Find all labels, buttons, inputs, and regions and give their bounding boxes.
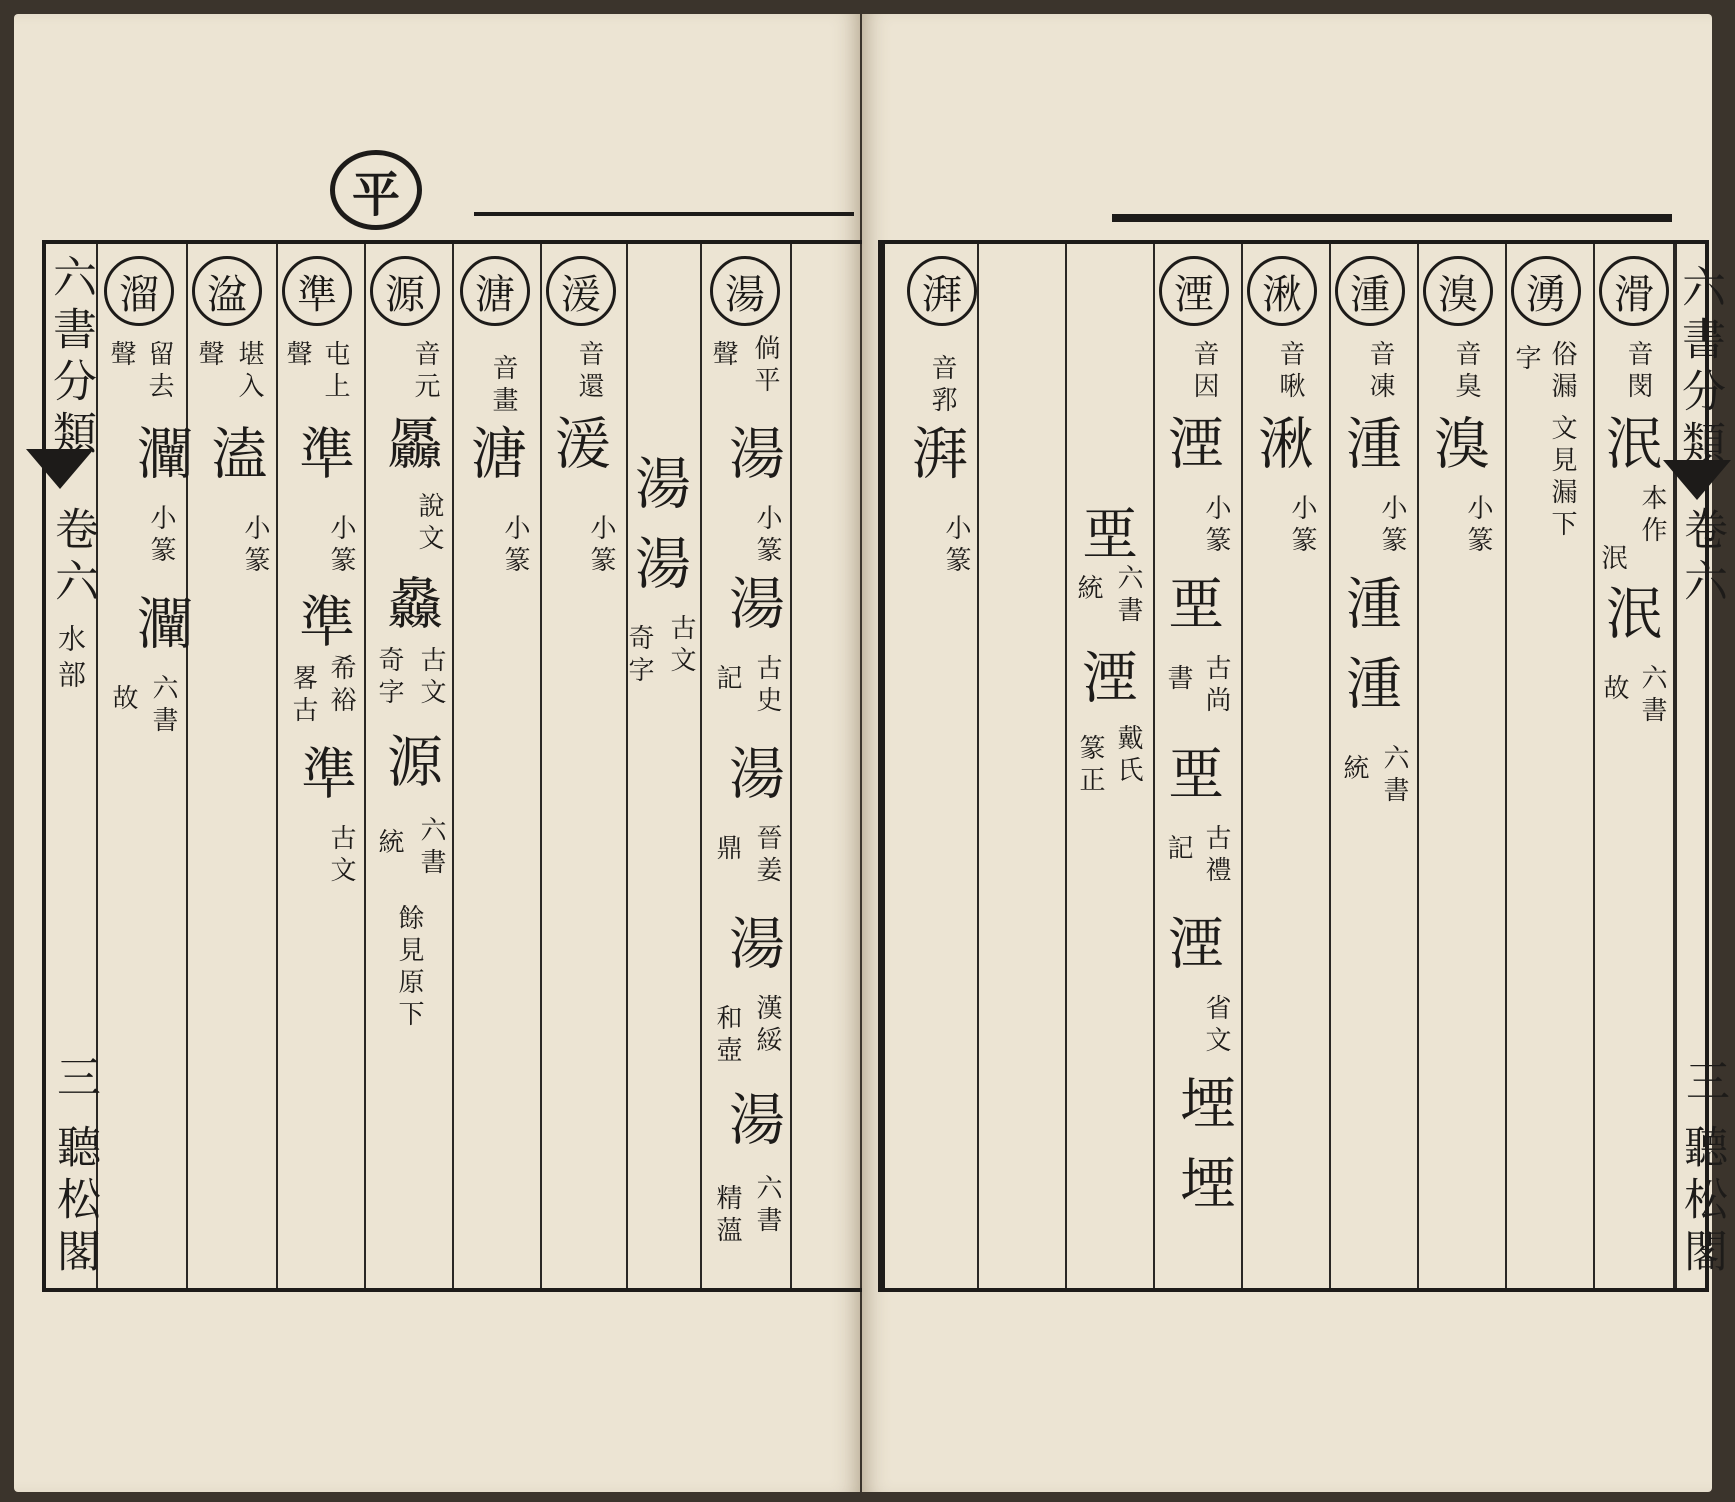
entry-note: 統	[1073, 574, 1103, 606]
entry-note: 小篆	[1201, 494, 1231, 558]
entry-head-circle	[1511, 256, 1581, 326]
seal-glyph: 厵	[378, 414, 443, 470]
entry-head: 湲	[561, 271, 601, 318]
entry-head: 溴	[1438, 271, 1478, 318]
entry-head: 湯	[725, 271, 765, 318]
column-rule	[1593, 244, 1595, 1288]
entry-note: 音啾	[1275, 340, 1305, 404]
seal-glyph: 湮	[1159, 914, 1224, 970]
entry-note: 音閔	[1623, 340, 1653, 404]
entry-note: 字	[1511, 344, 1541, 376]
entry-note: 古史	[752, 654, 782, 718]
entry-note: 畧古	[288, 664, 318, 728]
seal-glyph: 湯	[720, 744, 785, 800]
entry-head: 湧	[1526, 271, 1566, 318]
entry-note: 倘平	[750, 334, 780, 398]
entry-head: 溜	[119, 271, 159, 318]
entry-head-circle	[460, 256, 530, 326]
seal-glyph: 湩	[1337, 654, 1402, 710]
seal-glyph: 湯	[720, 914, 785, 970]
entry-head-circle	[1159, 256, 1229, 326]
seal-glyph: 準	[292, 744, 357, 800]
seal-glyph: 堙	[1171, 1074, 1236, 1130]
entry-note: 音臭	[1451, 340, 1481, 404]
right-frame	[878, 240, 1729, 1292]
column-rule	[626, 244, 628, 1288]
entry-note: 聲	[194, 340, 224, 372]
entry-head-circle	[546, 256, 616, 326]
entry-note: 餘見原下	[394, 904, 424, 1032]
seal-glyph: 溘	[202, 424, 267, 480]
top-rule	[474, 212, 854, 216]
entry-head-circle	[104, 256, 174, 326]
column-rule	[452, 244, 454, 1288]
entry-note: 小篆	[1377, 494, 1407, 558]
entry-note: 小篆	[752, 504, 782, 568]
entry-note: 堪入	[234, 340, 264, 404]
entry-note: 古文	[416, 646, 446, 710]
entry-note: 省文	[1201, 994, 1231, 1058]
entry-head: 溏	[475, 271, 515, 318]
entry-head: 湓	[207, 271, 247, 318]
entry-head-circle	[1599, 256, 1669, 326]
entry-note: 書	[1163, 664, 1193, 696]
entry-note: 音凍	[1365, 340, 1395, 404]
seal-glyph: 堙	[1171, 1154, 1236, 1210]
seal-glyph: 泯	[1597, 584, 1662, 640]
right-page	[862, 14, 1729, 1492]
entry-note: 留去	[144, 340, 174, 404]
entry-note: 俗漏	[1547, 340, 1577, 404]
seal-glyph: 垔	[1159, 744, 1224, 800]
column-rule	[977, 244, 979, 1288]
entry-note: 音因	[1189, 340, 1219, 404]
entry-note: 記	[1163, 834, 1193, 866]
seal-glyph: 泯	[1597, 414, 1662, 470]
tone-seal-text: 平	[351, 166, 400, 223]
column-rule	[700, 244, 702, 1288]
tone-seal	[330, 150, 422, 230]
margin-volume: 卷六	[47, 506, 98, 610]
entry-head: 滑	[1614, 271, 1654, 318]
entry-note: 聲	[106, 340, 136, 372]
entry-note: 統	[374, 828, 404, 860]
column-rule	[540, 244, 542, 1288]
margin-section: 水部	[54, 624, 87, 696]
seal-glyph: 湯	[720, 574, 785, 630]
entry-note: 精薀	[712, 1184, 742, 1248]
fishtail-mark	[1663, 460, 1731, 500]
seal-glyph: 灥	[378, 574, 443, 630]
entry-head: 湮	[1174, 271, 1214, 318]
entry-note: 小篆	[586, 514, 616, 578]
entry-head-circle	[710, 256, 780, 326]
entry-note: 六書	[1637, 664, 1667, 728]
entry-note: 晉姜	[752, 824, 782, 888]
entry-note: 小篆	[1287, 494, 1317, 558]
entry-note: 六書	[416, 816, 446, 880]
entry-note: 聲	[282, 340, 312, 372]
top-rule	[1112, 214, 1672, 222]
entry-note: 小篆	[326, 514, 356, 578]
entry-note: 六書	[752, 1174, 782, 1238]
entry-note: 小篆	[1463, 494, 1493, 558]
entry-note: 六書	[1113, 564, 1143, 628]
entry-note: 六書	[1379, 744, 1409, 808]
entry-head-circle	[192, 256, 262, 326]
seal-glyph: 湃	[903, 424, 968, 480]
column-rule	[276, 244, 278, 1288]
column-rule	[1065, 244, 1067, 1288]
column-rule	[364, 244, 366, 1288]
entry-note: 音元	[410, 340, 440, 404]
seal-glyph: 湮	[1159, 414, 1224, 470]
entry-note: 故	[1599, 674, 1629, 706]
seal-glyph: 灛	[128, 424, 193, 480]
seal-glyph: 湲	[546, 414, 611, 470]
entry-head: 湫	[1262, 271, 1302, 318]
entry-head-circle	[1335, 256, 1405, 326]
entry-note: 小篆	[500, 514, 530, 578]
entry-note: 音畫	[488, 354, 518, 418]
seal-glyph: 湩	[1337, 574, 1402, 630]
entry-note: 漢綏	[752, 994, 782, 1058]
margin-folio: 三	[1678, 1058, 1729, 1110]
fishtail-mark	[26, 449, 94, 489]
entry-note: 奇字	[624, 624, 654, 688]
seal-glyph: 湯	[626, 534, 691, 590]
entry-note: 古禮	[1201, 824, 1231, 888]
margin-publisher: 聽松閣	[1676, 1124, 1727, 1280]
entry-head-circle	[282, 256, 352, 326]
margin-publisher: 聽松閣	[49, 1124, 100, 1280]
margin-title: 六書分類	[45, 254, 96, 462]
margin-title: 六書分類	[1674, 264, 1725, 472]
entry-note: 希裕	[326, 654, 356, 718]
entry-note: 說文	[414, 492, 444, 556]
seal-glyph: 垔	[1073, 504, 1138, 560]
seal-glyph: 源	[378, 732, 443, 788]
entry-note: 戴氏	[1113, 724, 1143, 788]
entry-note: 古尚	[1201, 654, 1231, 718]
entry-note: 奇字	[374, 646, 404, 710]
entry-note: 和壺	[712, 1004, 742, 1068]
column-rule	[1417, 244, 1419, 1288]
entry-note: 古文	[666, 614, 696, 678]
entry-head-circle	[1423, 256, 1493, 326]
entry-head: 湃	[922, 271, 962, 318]
column-rule	[186, 244, 188, 1288]
entry-note: 統	[1339, 754, 1369, 786]
entry-note: 篆正	[1075, 734, 1105, 798]
seal-glyph: 垔	[1159, 574, 1224, 630]
seal-glyph: 湯	[626, 454, 691, 510]
entry-note: 六書	[148, 674, 178, 738]
column-rule	[1505, 244, 1507, 1288]
left-page	[14, 14, 860, 1492]
entry-note: 音郛	[927, 354, 957, 418]
entry-note: 文見漏下	[1547, 414, 1577, 542]
seal-glyph: 湮	[1073, 648, 1138, 704]
entry-note: 故	[108, 684, 138, 716]
margin-volume: 卷六	[1676, 506, 1727, 610]
column-rule	[1153, 244, 1155, 1288]
column-rule	[1241, 244, 1243, 1288]
seal-glyph: 湫	[1249, 414, 1314, 470]
entry-head: 源	[385, 271, 425, 318]
entry-note: 聲	[708, 340, 738, 372]
entry-note: 音還	[574, 340, 604, 404]
seal-glyph: 溏	[462, 424, 527, 480]
seal-glyph: 湯	[720, 1090, 785, 1146]
entry-head-circle	[907, 256, 977, 326]
entry-head-circle	[370, 256, 440, 326]
entry-note: 小篆	[146, 504, 176, 568]
left-frame	[42, 240, 873, 1292]
entry-head: 湩	[1350, 271, 1390, 318]
column-rule	[790, 244, 792, 1288]
seal-glyph: 溴	[1425, 414, 1490, 470]
seal-glyph: 準	[290, 424, 355, 480]
margin-folio: 三	[49, 1054, 100, 1106]
entry-note: 泯	[1597, 544, 1627, 576]
entry-head-circle	[1247, 256, 1317, 326]
entry-note: 小篆	[240, 514, 270, 578]
entry-note: 記	[712, 664, 742, 696]
entry-note: 小篆	[941, 514, 971, 578]
entry-note: 屯上	[320, 340, 350, 404]
seal-glyph: 準	[290, 592, 355, 648]
seal-glyph: 灛	[128, 594, 193, 650]
entry-note: 鼎	[712, 834, 742, 866]
entry-head: 準	[297, 271, 337, 318]
entry-note: 本作	[1637, 484, 1667, 548]
seal-glyph: 湯	[720, 424, 785, 480]
column-rule	[1329, 244, 1331, 1288]
entry-note: 古文	[326, 824, 356, 888]
seal-glyph: 湩	[1337, 414, 1402, 470]
